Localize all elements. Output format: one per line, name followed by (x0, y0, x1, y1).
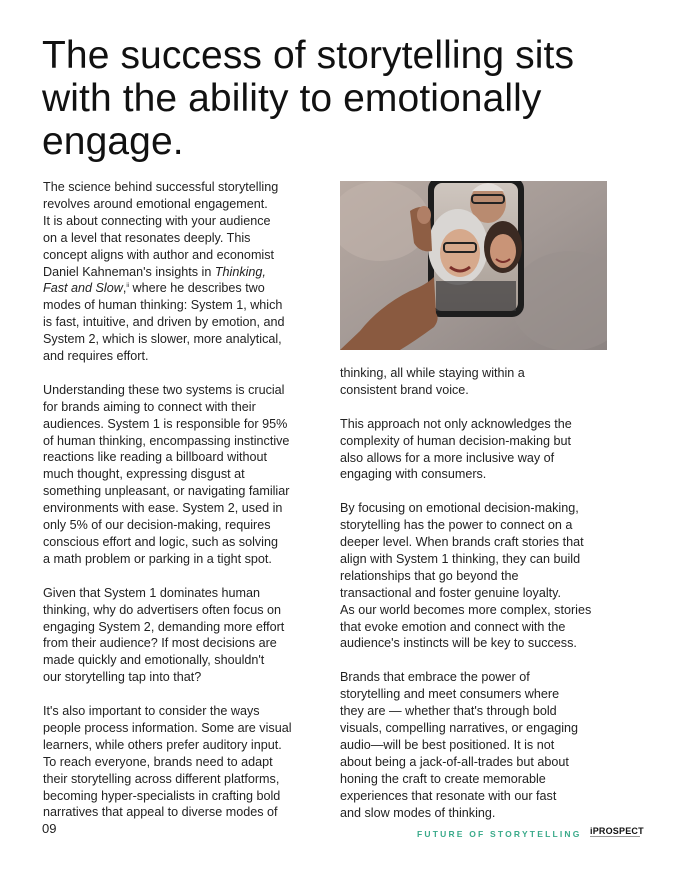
paragraph-embrace-storytelling: Brands that embrace the power of storytelling and meet consumers where they are — whether that's through bold visuals, compelling narratives, or engaging audio—will be best positioned. It is not about being a jack-of-all-trades but about honing the craft to create memorable experiences that resonate with our fast and slow modes of thinking. (340, 670, 579, 820)
paragraph-systems: Understanding these two systems is crucial for brands aiming to connect with their audiences. System 1 is responsible for 95% of human thinking, encompassing instinctive reactions like reading a billboard without much thought, expressing disgust at something unpleasant, or navigating familiar environments with ease. System 2, used in only 5% of our decision-making, requires conscious effort and logic, such as solving a math problem or parking in a tight spot. (43, 382, 290, 566)
paragraph-kahneman (43, 179, 325, 365)
page-number: 09 (42, 821, 57, 836)
paragraph-information-processing: It's also important to consider the ways people process information. Some are visual learners, while others prefer auditory input. To reach everyone, brands need to adapt their storytelling across different platforms, becoming hyper-specialists in crafting bold narratives that appeal to diverse modes of (43, 704, 292, 820)
paragraph-text: The science behind successful storytelling revolves around emotional engagement. It is about connecting with your audience on a level that resonates deeply. This concept aligns with author and economist Daniel Kahneman's insights in (43, 180, 279, 279)
footnote-marker: ii (126, 283, 129, 290)
paragraph-brand-voice: thinking, all while staying within a consistent brand voice. (340, 366, 525, 397)
right-column (340, 365, 625, 821)
paragraph-emotional-decision: By focusing on emotional decision-making, storytelling has the power to connect on a deeper level. When brands craft stories that align with System 1 thinking, they can build relationships that go beyond the transactional and foster genuine loyalty. As our world becomes more complex, stories that evoke emotion and connect with the audience's instincts will be key to success. (340, 501, 592, 651)
family-selfie-photo (340, 181, 607, 350)
book-title-part: Thinking, (214, 264, 266, 279)
left-column (43, 179, 325, 821)
paragraph-inclusive-approach: This approach not only acknowledges the complexity of human decision-making but also allows for a more inclusive way of engaging with consumers. (340, 416, 572, 482)
footer-section-label: FUTURE OF STORYTELLING (417, 829, 582, 839)
punctuation: , (122, 281, 127, 296)
paragraph-text: where he describes two modes of human thinking: System 1, which is fast, intuitive, and driven by emotion, and System 2, which is slower, more analytical, and requires effort. (43, 281, 285, 364)
brand-name: iPROSPECT (590, 826, 644, 836)
page-heading: The success of storytelling sits with the ability to emotionally engage. (42, 34, 575, 163)
iprospect-logo (590, 826, 644, 839)
logo-underline (590, 836, 640, 839)
paragraph-system1-question: Given that System 1 dominates human thinking, why do advertisers often focus on engaging System 2, demanding more effort from their audience? If most decisions are made quickly and emotionally, shouldn't our storytelling tap into that? (43, 585, 285, 685)
book-title-part: Fast and Slow (43, 281, 123, 296)
